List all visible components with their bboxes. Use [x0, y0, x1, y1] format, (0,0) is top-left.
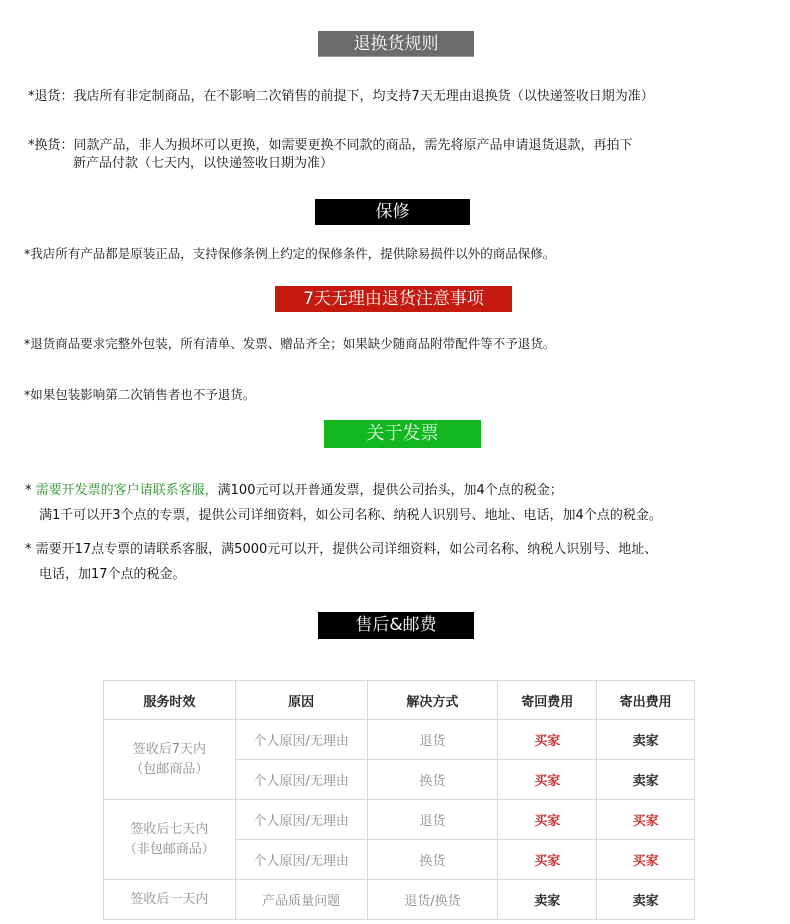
exchange-rule-line — [28, 137, 633, 155]
after-sales-table — [103, 680, 695, 920]
reason-cell: 个人原因/无理由 — [235, 760, 367, 800]
return-fee-cell: 买家 — [498, 760, 597, 800]
table-row — [104, 720, 695, 760]
exchange-label: *换货： — [28, 138, 74, 153]
invoice-item-2-line1: 需要开17点专票的请联系客服，满5000元可以开，提供公司详细资料，如公司名称、纳税人识别号、地址、 — [35, 542, 658, 557]
period-cell — [104, 800, 236, 880]
period-line1: 签收后7天内 — [132, 741, 207, 757]
solution-cell: 退货/换货 — [367, 880, 498, 920]
solution-cell: 换货 — [367, 760, 498, 800]
exchange-text-line2: 新产品付款（七天内，以快递签收日期为准） — [73, 156, 334, 171]
bullet: * — [25, 542, 32, 557]
period-line2: （包邮商品） — [130, 761, 209, 777]
exchange-text-line1: 同款产品，非人为损坏可以更换，如需要更换不同款的商品，需先将原产品申请退货退款，再拍下 — [73, 138, 633, 153]
reason-cell: 个人原因/无理由 — [235, 720, 367, 760]
period-cell — [104, 720, 236, 800]
return-note-2: *如果包装影响第二次销售者也不予退货。 — [24, 387, 256, 402]
header-reason: 原因 — [235, 681, 367, 720]
return-note-1: *退货商品要求完整外包装，所有清单、发票、赠品齐全；如果缺少随商品附带配件等不予退货。 — [24, 336, 556, 351]
send-fee-cell: 卖家 — [597, 720, 695, 760]
after-sales-banner: 售后&邮费 — [318, 612, 474, 639]
invoice-banner: 关于发票 — [324, 420, 481, 448]
period-cell: 签收后一天内 — [104, 880, 236, 920]
warranty-banner: 保修 — [315, 199, 470, 225]
header-solution: 解决方式 — [367, 681, 498, 720]
header-send-fee: 寄出费用 — [597, 681, 695, 720]
table-header-row — [104, 681, 695, 720]
solution-cell: 退货 — [367, 800, 498, 840]
invoice-item-1-line2: 满1千可以开3个点的专票，提供公司详细资料，如公司名称、纳税人识别号、地址、电话，加4个点的税金。 — [39, 508, 662, 523]
seven-day-return-notes-banner: 7天无理由退货注意事项 — [275, 286, 512, 312]
reason-cell: 个人原因/无理由 — [235, 840, 367, 880]
solution-cell: 换货 — [367, 840, 498, 880]
return-fee-cell: 买家 — [498, 720, 597, 760]
send-fee-cell: 卖家 — [597, 760, 695, 800]
invoice-item-2 — [25, 541, 657, 559]
return-label: *退货： — [28, 89, 74, 104]
period-line2: （非包邮商品） — [123, 841, 215, 857]
period-line1: 签收后七天内 — [130, 821, 209, 837]
invoice-item-1 — [25, 482, 563, 500]
invoice-item-1-rest: 满100元可以开普通发票，提供公司抬头，加4个点的税金； — [217, 483, 563, 498]
warranty-text: *我店所有产品都是原装正品，支持保修条例上约定的保修条件，提供除易损件以外的商品保修。 — [24, 246, 556, 261]
return-rule-line — [28, 88, 654, 106]
send-fee-cell: 买家 — [597, 800, 695, 840]
reason-cell: 个人原因/无理由 — [235, 800, 367, 840]
invoice-item-2-line2: 电话，加17个点的税金。 — [39, 567, 186, 582]
send-fee-cell: 买家 — [597, 840, 695, 880]
table-row — [104, 880, 695, 920]
send-fee-cell: 卖家 — [597, 880, 695, 920]
table-row — [104, 800, 695, 840]
solution-cell: 退货 — [367, 720, 498, 760]
return-fee-cell: 买家 — [498, 800, 597, 840]
bullet: * — [25, 483, 32, 498]
header-return-fee: 寄回费用 — [498, 681, 597, 720]
return-fee-cell: 买家 — [498, 840, 597, 880]
returns-rules-banner: 退换货规则 — [318, 31, 474, 57]
header-service-period: 服务时效 — [104, 681, 236, 720]
return-text: 我店所有非定制商品，在不影响二次销售的前提下，均支持7天无理由退换货（以快递签收日期为准） — [73, 89, 654, 104]
invoice-contact-highlight: 需要开发票的客户请联系客服， — [35, 483, 218, 498]
reason-cell: 产品质量问题 — [235, 880, 367, 920]
return-fee-cell: 卖家 — [498, 880, 597, 920]
